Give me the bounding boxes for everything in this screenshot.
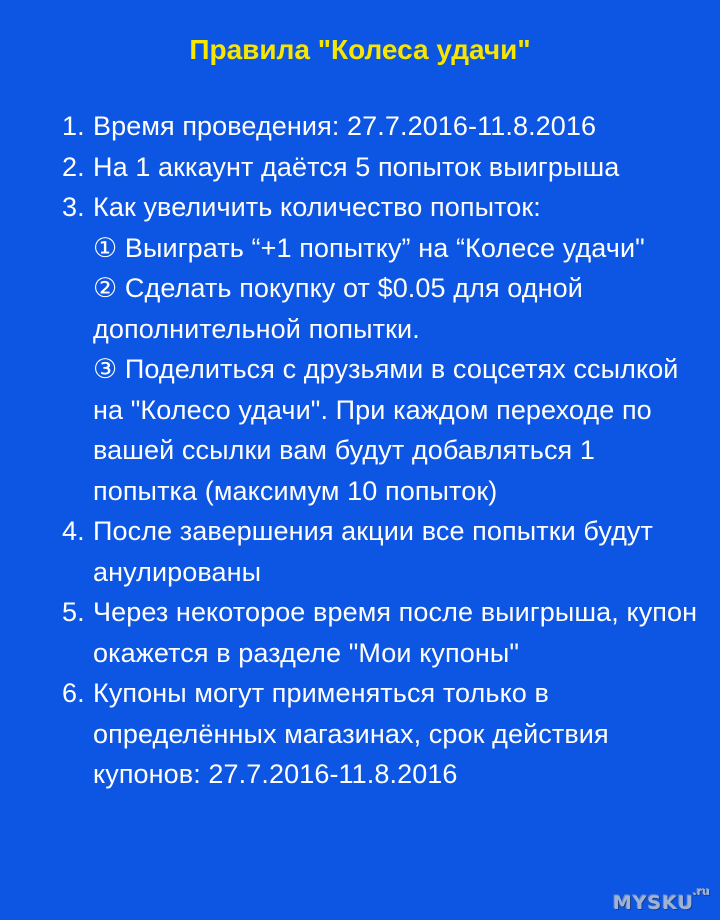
rule-text: Как увеличить количество попыток: xyxy=(93,192,541,222)
watermark-suffix: .ru xyxy=(692,885,710,898)
method-item-3: ③ Поделиться с друзьями в соцсетях ссылкой на "Колесо удачи". При каждом переходе по вашей ссылки вам будут добавляться 1 попытка (максимум 10 попыток) xyxy=(93,354,679,506)
rule-number: 6. xyxy=(62,678,85,708)
rule-number: 1. xyxy=(62,111,85,141)
site-watermark xyxy=(612,885,710,914)
rules-list xyxy=(62,106,702,795)
rule-item-5 xyxy=(62,592,702,673)
rule-number: 2. xyxy=(62,151,85,182)
rule-text: Время проведения: 27.7.2016-11.8.2016 xyxy=(93,111,597,141)
rule-number: 5. xyxy=(62,597,85,627)
rule-number: 4. xyxy=(62,516,85,546)
page-title: Правила "Колеса удачи" xyxy=(189,34,531,65)
rule-number: 3. xyxy=(62,192,85,222)
rule-text: Купоны могут применяться только в определённых магазинах, срок действия купонов: 27.7.2016-11.8.2016 xyxy=(93,678,609,789)
method-item-2: ② Сделать покупку от $0.05 для одной дополнительной попытки. xyxy=(93,273,583,344)
attempts-methods-list xyxy=(93,228,702,512)
watermark-text: MYSKU xyxy=(612,892,694,914)
rule-item-1 xyxy=(62,106,702,147)
method-item-1: ① Выиграть “+1 попытку” на “Колесе удачи" xyxy=(93,232,645,263)
rule-item-2 xyxy=(62,147,702,188)
rule-item-3 xyxy=(62,187,702,511)
rule-text: На 1 аккаунт даётся 5 попыток выигрыша xyxy=(93,151,620,182)
rule-text: После завершения акции все попытки будут анулированы xyxy=(93,516,653,587)
rule-text: Через некоторое время после выигрыша, купон окажется в разделе "Мои купоны" xyxy=(93,597,698,668)
rule-item-6 xyxy=(62,673,702,795)
rule-item-4 xyxy=(62,511,702,592)
